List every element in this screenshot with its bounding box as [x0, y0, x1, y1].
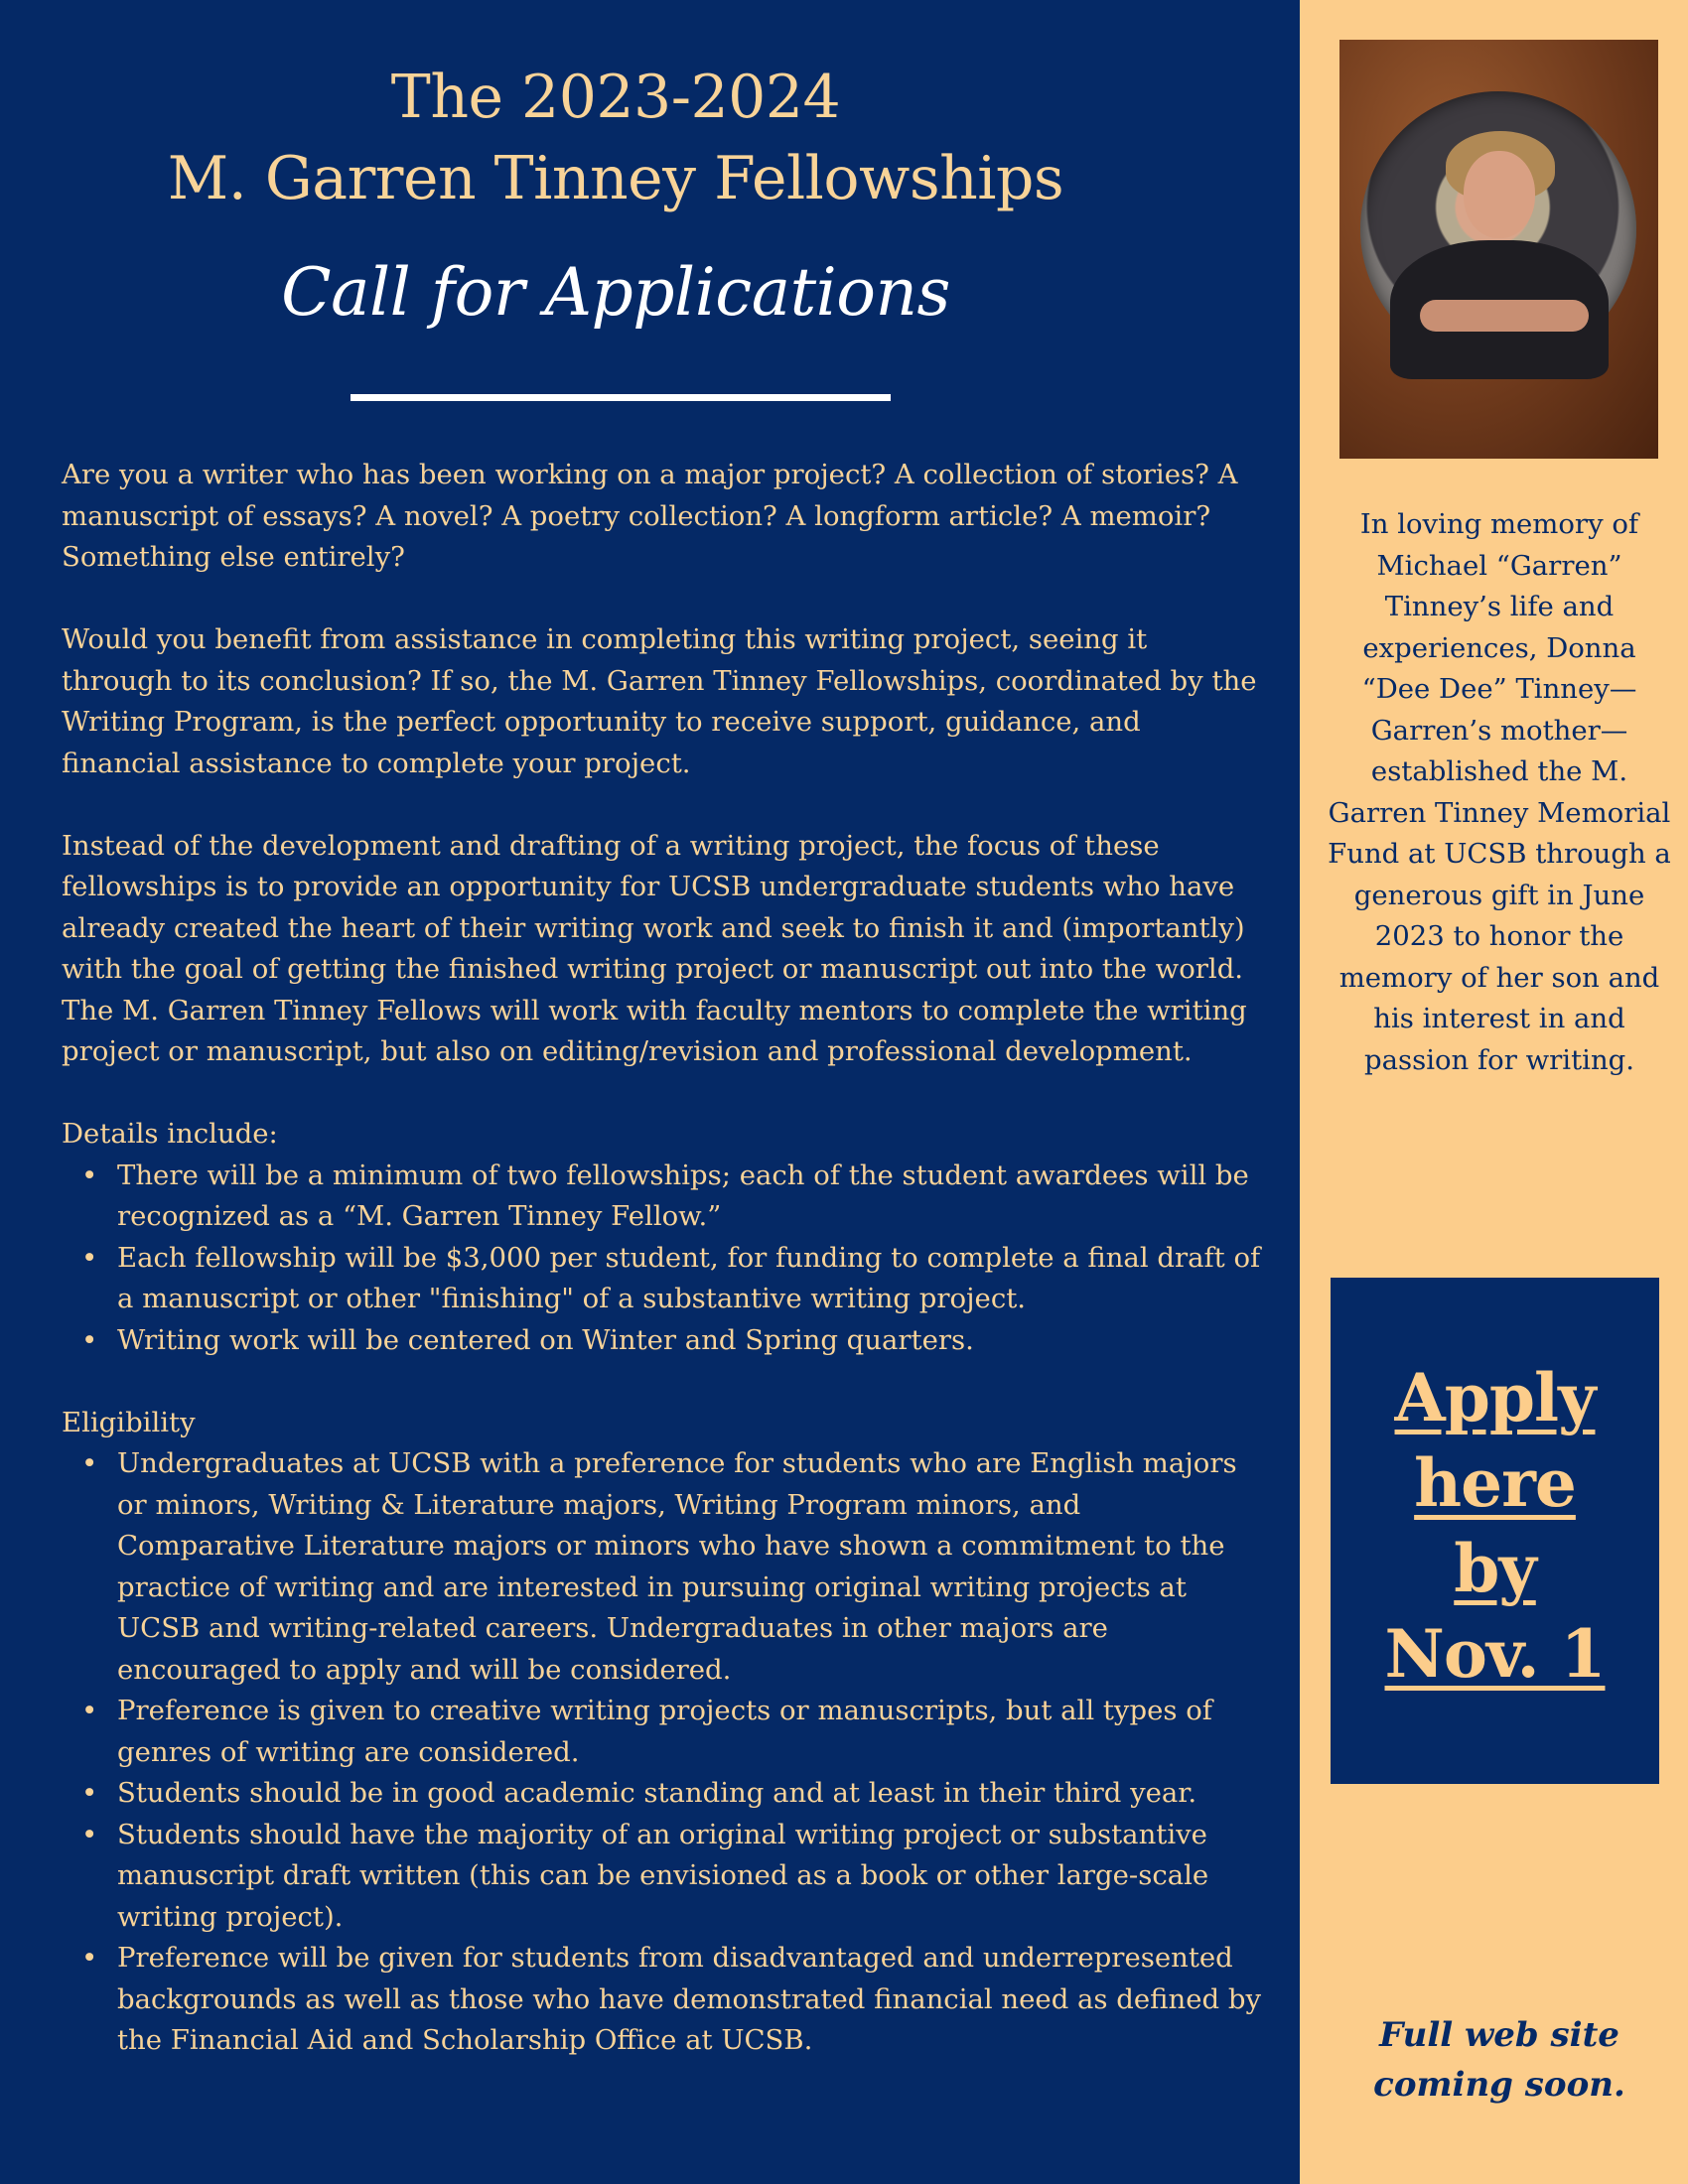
memorial-text: In loving memory of Michael “Garren” Tinney’s life and experiences, Donna “Dee Dee” Tinney—Garren’s mother—established the M. Garren Tinney Memorial Fund at UCSB through a generous gift in June 2023 to honor the memory of her son and his interest in and passion for writing. [1328, 508, 1671, 1076]
benefit-paragraph: Would you benefit from assistance in completing this writing project, seeing it through to its conclusion? If so, the M. Garren Tinney Fellowships, coordinated by the Writing Program, is the perfect opportunity to receive support, guidance, and financial assistance to complete your project. [62, 623, 1257, 779]
list-item: • Writing work will be centered on Winter and Spring quarters. [117, 1320, 1263, 1362]
divider [351, 394, 891, 401]
list-item: • Undergraduates at UCSB with a preference for students who are English majors or minors, Writing & Literature majors, Writing Program minors, and Comparative Literature majors or minors who have shown a commitment to the practice of writing and are interested in pursuing original writing projects at UCSB and writing-related careers. Undergraduates in other majors are encouraged to apply and will be considered. [117, 1443, 1263, 1691]
list-item: • There will be a minimum of two fellowships; each of the student awardees will be recognized as a “M. Garren Tinney Fellow.” [117, 1156, 1263, 1238]
focus-paragraph: Instead of the development and drafting of a writing project, the focus of these fellowships is to provide an opportunity for UCSB undergraduate students who have already created the heart of their writing work and seek to finish it and (importantly) with the goal of getting the finished writing project or manuscript out into the world. The M. Garren Tinney Fellows will work with faculty mentors to complete the writing project or manuscript, but also on editing/revision and professional development. [62, 829, 1247, 1067]
portrait-photo [1339, 40, 1658, 459]
body-text [62, 455, 1263, 2103]
intro-paragraph: Are you a writer who has been working on a major project? A collection of stories? A manuscript of essays? A novel? A poetry collection? A longform article? A memoir? Something else entirely? [62, 459, 1238, 573]
title-fellowship-name: M. Garren Tinney Fellowships [167, 144, 1064, 213]
list-item: • Students should have the majority of an original writing project or substantive manuscript draft written (this can be envisioned as a book or other large-scale writing project). [117, 1815, 1263, 1939]
coming-soon-line: coming soon. [1373, 2065, 1625, 2105]
title-year: The 2023-2024 [390, 63, 841, 132]
coming-soon-note [1331, 2010, 1668, 2110]
list-item: • Students should be in good academic standing and at least in their third year. [117, 1773, 1263, 1815]
subtitle: Call for Applications [281, 254, 950, 331]
eligibility-list [62, 1443, 1263, 2062]
apply-line[interactable]: Nov. 1 [1384, 1615, 1606, 1693]
portrait-circle [1360, 91, 1636, 367]
list-item: • Each fellowship will be $3,000 per student, for funding to complete a final draft of a manuscript or other "finishing" of a substantive writing project. [117, 1238, 1263, 1320]
details-list [62, 1156, 1263, 1362]
eligibility-heading: Eligibility [62, 1406, 196, 1438]
apply-line[interactable]: Apply [1394, 1359, 1596, 1436]
list-item: • Preference is given to creative writing projects or manuscripts, but all types of genres of writing are considered. [117, 1691, 1263, 1773]
coming-soon-line: Full web site [1379, 2015, 1619, 2055]
details-heading: Details include: [62, 1118, 278, 1150]
apply-line[interactable]: by [1454, 1530, 1536, 1607]
list-item: • Preference will be given for students from disadvantaged and underrepresented backgrounds as well as those who have demonstrated financial need as defined by the Financial Aid and Scholarship Office at UCSB. [117, 1938, 1263, 2062]
apply-link[interactable] [1331, 1355, 1659, 1697]
apply-line[interactable]: here [1414, 1444, 1576, 1522]
apply-button[interactable] [1331, 1278, 1659, 1784]
